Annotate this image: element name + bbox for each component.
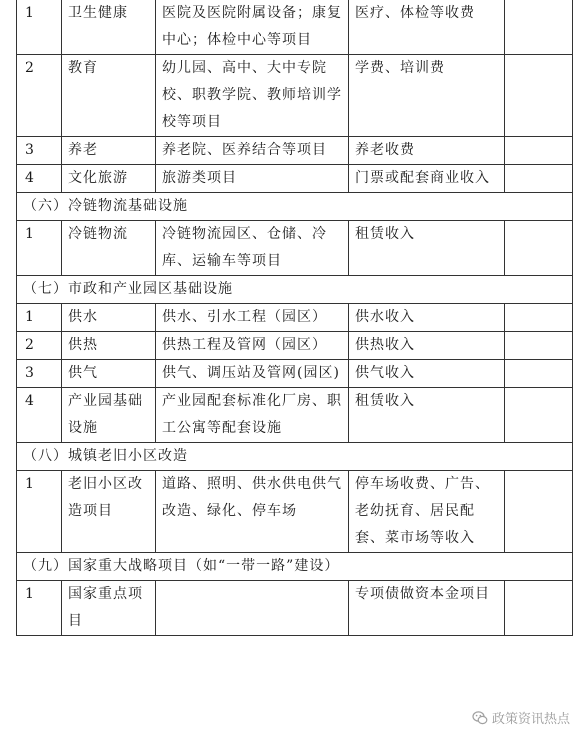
cell-category: 文化旅游: [62, 165, 156, 193]
table-body: [17, 0, 573, 636]
cell-number: 3: [17, 360, 62, 388]
cell-remark: [505, 471, 573, 553]
table-row: [17, 165, 573, 193]
cell-number: 2: [17, 332, 62, 360]
cell-number: 1: [17, 581, 62, 636]
section-header-row: [17, 193, 573, 221]
section-header-row: [17, 443, 573, 471]
project-table: [16, 0, 573, 636]
cell-scope: 道路、照明、供水供电供气改造、绿化、停车场: [156, 471, 349, 553]
cell-revenue: 供热收入: [349, 332, 505, 360]
table-row: [17, 137, 573, 165]
section-title: （八）城镇老旧小区改造: [17, 443, 573, 471]
cell-remark: [505, 221, 573, 276]
cell-scope: [156, 581, 349, 636]
table-row: [17, 360, 573, 388]
cell-remark: [505, 360, 573, 388]
cell-remark: [505, 0, 573, 55]
table-row: [17, 388, 573, 443]
table-row: [17, 55, 573, 137]
cell-scope: 供热工程及管网（园区）: [156, 332, 349, 360]
cell-scope: 养老院、医养结合等项目: [156, 137, 349, 165]
cell-remark: [505, 581, 573, 636]
cell-category: 教育: [62, 55, 156, 137]
cell-number: 3: [17, 137, 62, 165]
cell-revenue: 医疗、体检等收费: [349, 0, 505, 55]
cell-category: 卫生健康: [62, 0, 156, 55]
cell-number: 1: [17, 471, 62, 553]
cell-revenue: 门票或配套商业收入: [349, 165, 505, 193]
section-title: （六）冷链物流基础设施: [17, 193, 573, 221]
cell-scope: 幼儿园、高中、大中专院校、职教学院、教师培训学校等项目: [156, 55, 349, 137]
watermark-text: 政策资讯热点: [491, 712, 570, 727]
cell-remark: [505, 165, 573, 193]
cell-remark: [505, 332, 573, 360]
cell-scope: 医院及医院附属设备；康复中心；体检中心等项目: [156, 0, 349, 55]
cell-category: 供热: [62, 332, 156, 360]
cell-number: 1: [17, 221, 62, 276]
cell-scope: 旅游类项目: [156, 165, 349, 193]
cell-scope: 冷链物流园区、仓储、冷库、运输车等项目: [156, 221, 349, 276]
cell-revenue: 专项债做资本金项目: [349, 581, 505, 636]
cell-remark: [505, 55, 573, 137]
cell-revenue: 养老收费: [349, 137, 505, 165]
cell-remark: [505, 137, 573, 165]
wechat-icon: [472, 710, 488, 726]
cell-number: 1: [17, 0, 62, 55]
section-title: （九）国家重大战略项目（如“一带一路”建设）: [17, 553, 573, 581]
cell-number: 2: [17, 55, 62, 137]
cell-scope: 供水、引水工程（园区）: [156, 304, 349, 332]
table-row: [17, 332, 573, 360]
cell-category: 供水: [62, 304, 156, 332]
cell-scope: 产业园配套标准化厂房、职工公寓等配套设施: [156, 388, 349, 443]
cell-category: 国家重点项目: [62, 581, 156, 636]
table-row: [17, 221, 573, 276]
section-header-row: [17, 553, 573, 581]
cell-number: 1: [17, 304, 62, 332]
cell-category: 供气: [62, 360, 156, 388]
section-title: （七）市政和产业园区基础设施: [17, 276, 573, 304]
section-header-row: [17, 276, 573, 304]
cell-category: 养老: [62, 137, 156, 165]
cell-number: 4: [17, 388, 62, 443]
table-row: [17, 304, 573, 332]
cell-category: 老旧小区改造项目: [62, 471, 156, 553]
cell-revenue: 租赁收入: [349, 388, 505, 443]
cell-revenue: 学费、培训费: [349, 55, 505, 137]
table-row: [17, 0, 573, 55]
cell-category: 冷链物流: [62, 221, 156, 276]
cell-revenue: 供气收入: [349, 360, 505, 388]
cell-category: 产业园基础设施: [62, 388, 156, 443]
table-row: [17, 581, 573, 636]
table-row: [17, 471, 573, 553]
cell-number: 4: [17, 165, 62, 193]
cell-remark: [505, 388, 573, 443]
cell-revenue: 供水收入: [349, 304, 505, 332]
cell-scope: 供气、调压站及管网(园区): [156, 360, 349, 388]
cell-remark: [505, 304, 573, 332]
cell-revenue: 停车场收费、广告、老幼抚育、居民配套、菜市场等收入: [349, 471, 505, 553]
cell-revenue: 租赁收入: [349, 221, 505, 276]
watermark: [468, 708, 570, 727]
